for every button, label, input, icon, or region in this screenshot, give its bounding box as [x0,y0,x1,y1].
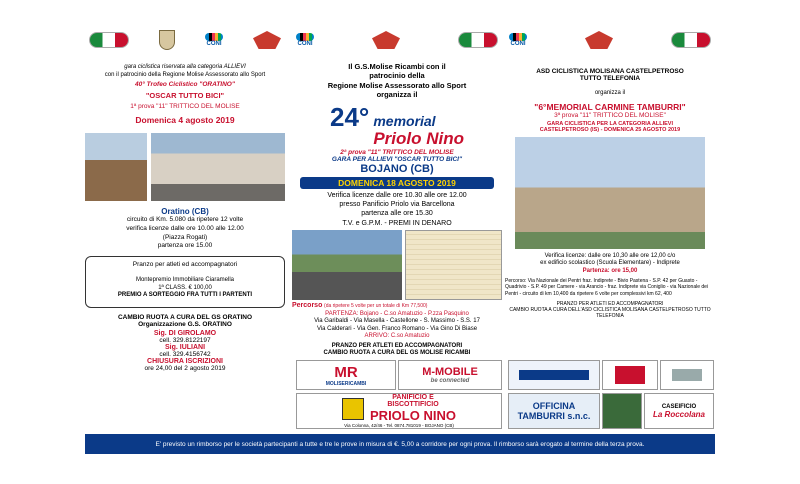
premio2: PREMIO A SORTEGGIO FRA TUTTI I PARTENTI [117,292,253,299]
footer-bar: E' previsto un rimborso per le società partecipanti a tutte e tre le prove in misura di €. 5,00 a corridore per ogni prova. Il rimborso sarà erogato al termine della terza prova. [85,434,715,454]
partenza: PARTENZA: Bojano - C.so Amatuzio - P.zza Pasquino [325,310,469,317]
intro2: con il patrocinio della Regione Molise Assessorato allo Sport [104,71,266,78]
town: Oratino (CB) [161,207,209,216]
circuit3: (Piazza Rogati) [162,233,208,241]
regione-logo-icon [458,32,498,48]
contact2-name: Sig. IULIANI [164,344,206,352]
oscar: "OSCAR TUTTO BICI" [145,91,225,100]
contact1-name: Sig. DI GIROLAMO [153,330,217,338]
town: BOJANO (CB) [360,162,434,175]
sponsor-priolo-line1: PANIFICIO E [392,394,434,401]
sponsor-right-2 [602,360,658,390]
verifica1: Verifica licenze: dalle ore 10,30 alle ore 12,00 c/o [544,252,676,259]
verifica2: ex edificio scolastico (Scuola Elementare) - Indiprete [540,260,680,266]
date: CASTELPETROSO (IS) - DOMENICA 25 AGOSTO 2019 [539,126,681,133]
intro-line3: Regione Molise Assessorato allo Sport [327,80,467,90]
photos [85,133,285,201]
sponsor-green [602,393,642,429]
circuit2: verifica licenze dalle ore 10.00 alle 12.00 [126,224,244,232]
right-logos [505,20,715,60]
sponsor-right-3 [660,360,714,390]
gara: GARA CICLISTICA PER LA CATEGORIA ALLIEVI [547,120,673,127]
prova: 2ª prova "11" TRITTICO DEL MOLISE [340,148,454,156]
contact2-cell: cell. 329.4156742 [159,351,211,359]
sponsor-molisericambi-name: MOLISERICAMBI [325,380,367,387]
race-images [292,230,502,300]
comune-crest-icon [159,30,175,50]
asd: ASD CICLISTICA MOLISANA CASTELPETROSO [536,68,684,75]
coni-logo-icon: CONI [205,33,223,47]
pranzo: Pranzo per atleti ed accompagnatori [132,261,238,269]
route3: Via Calderari - Via Gen. Franco Romano - Via Gino Di Biase [316,325,478,332]
cyclists-photo [292,230,402,300]
federation-crest-icon [585,31,613,49]
sponsor-right-3-logo [672,369,702,381]
sponsor-right-1-logo [519,370,589,380]
date: Domenica 4 agosto 2019 [135,115,235,125]
tv: T.V. e G.P.M. - PREMI IN DENARO [342,219,452,227]
prova: 1ª prova "11" TRITTICO DEL MOLISE [130,103,240,110]
start: partenza ore 15.00 [157,242,213,250]
sponsor-priolo-address: Via Colonna, 42/46 - Tel. 0874.781019 - BOJANO (CB) [344,423,454,428]
federation-crest-icon [372,31,400,49]
church-photo [515,137,705,249]
pranzo: PRANZO PER ATLETI ED ACCOMPAGNATORI [331,342,463,349]
edition-number: 24° [330,101,370,132]
sponsor-mmobile-slogan: be connected [430,378,470,384]
federation-crest-icon [253,31,281,49]
sponsor-officina-line2: TAMBURRI s.n.c. [517,411,591,421]
memorial-word: memorial [373,112,436,129]
title-block [292,102,502,149]
pranzo: PRANZO PER ATLETI ED ACCOMPAGNATORI [556,300,664,307]
sponsor-officina-line1: OFFICINA [532,401,576,411]
org: Organizzazione G.S. ORATINO [138,321,232,329]
contact1-cell: cell. 329.8122197 [159,337,211,345]
coni-logo-icon: CONI [509,33,527,47]
trofeo: 40° Trofeo Ciclistico "ORATINO" [135,81,235,88]
left-panel [85,20,285,430]
sponsor-priolo-line2: BISCOTTIFICIO [387,401,439,408]
intro-line4: organizza il [376,90,418,100]
route2: Via Garibaldi - Via Masella - Castellone - S. Massimo - S.S. 17 [314,318,480,325]
percorso-label: Percorso [292,301,323,309]
date-banner: DOMENICA 18 AGOSTO 2019 [300,177,494,189]
mr-logo-icon: MR [334,363,358,381]
tutto: TUTTO TELEFONIA [579,75,641,82]
regione-logo-icon [671,32,711,48]
verifica3: partenza alle ore 15.30 [361,209,433,217]
intro-line1: Il G.S.Molise Ricambi con il [348,62,446,71]
memorial: "6°MEMORIAL CARMINE TAMBURRI" [534,101,686,112]
priolo-nino: Priolo Nino [373,128,464,148]
regione-logo-icon [89,32,129,48]
chiusura: CHIUSURA ISCRIZIONI [147,358,223,366]
intro-line2: patrocinio della [369,71,425,81]
premio1: 1ª CLASS. € 100,00 [158,284,212,291]
sponsor-mmobile [398,360,502,390]
ruota: CAMBIO RUOTA A CURA DEL GS ORATINO [117,314,253,322]
verifica [292,191,502,218]
organizza: organizza il [594,90,626,96]
sponsor-priolo [296,393,502,429]
arrivo: ARRIVO: C.so Amatuzio [364,333,430,340]
percorso-note: (da ripetere 5 volte per un totale di Km 77,500) [324,302,428,309]
left-logos [85,20,285,60]
percorso-line [292,302,502,311]
verifica1: Verifica licenze dalle ore 10.30 alle ore 12.00 [327,191,467,199]
percorso: Percorso: Via Nazionale dei Pentri fraz. Indiprete - Bivio Pastena - S.P. 42 per Guasto - Quadrivio - S.P. 49 per Camere - via Arancio - fraz. Indiprete via Coniglio - via Nazionale dei Pentri - circuito di km 10,400 da ripetere 6 volte per complessivi km 62, 400 [505,278,709,297]
sponsor-caseificio-label: CASEIFICIO [661,403,697,410]
circuit [85,216,285,251]
town-photo [151,133,285,201]
sponsor-caseificio-name: La Roccolana [652,409,705,419]
chiusura2: ore 24,00 del 2 agosto 2019 [144,365,226,373]
verifica2: presso Panificio Priolo via Barcellona [339,200,455,208]
bakery-logo-icon [342,398,364,420]
route-map [405,230,502,300]
tower-photo [85,133,147,201]
ruota: CAMBIO RUOTA A CURA DELL'ASD CICLISTICA MOLISANA CASTELPETROSO TUTTO TELEFONIA [509,307,711,320]
intro [292,62,502,100]
sponsor-priolo-name: PRIOLO NINO [370,408,456,423]
prova: 3ª prova "11" TRITTICO DEL MOLISE" [554,111,666,119]
sponsor-mmobile-name: M-MOBILE [422,366,478,378]
sponsor-right-2-logo [615,366,645,384]
ruota: CAMBIO RUOTA A CURA DEL GS MOLISE RICAMBI [323,350,471,357]
start: Partenza: ore 15,00 [582,267,638,274]
sponsor-officina [508,393,600,429]
montepremi: Montepremio Immobiliare Ciaramella [135,277,235,284]
intro1: gara ciclistica riservata alla categoria ALLIEVI [124,64,246,70]
coni-logo-icon: CONI [296,33,314,47]
circuit1: circuito di Km. 5.080 da ripetere 12 volte [126,216,244,223]
gara: GARA PER ALLIEVI "OSCAR TUTTO BICI" [331,155,463,163]
sponsor-right-1 [508,360,600,390]
sponsor-caseificio [644,393,714,429]
center-logos [292,20,502,60]
sponsor-molisericambi [296,360,396,390]
pranzo-box [85,256,285,308]
